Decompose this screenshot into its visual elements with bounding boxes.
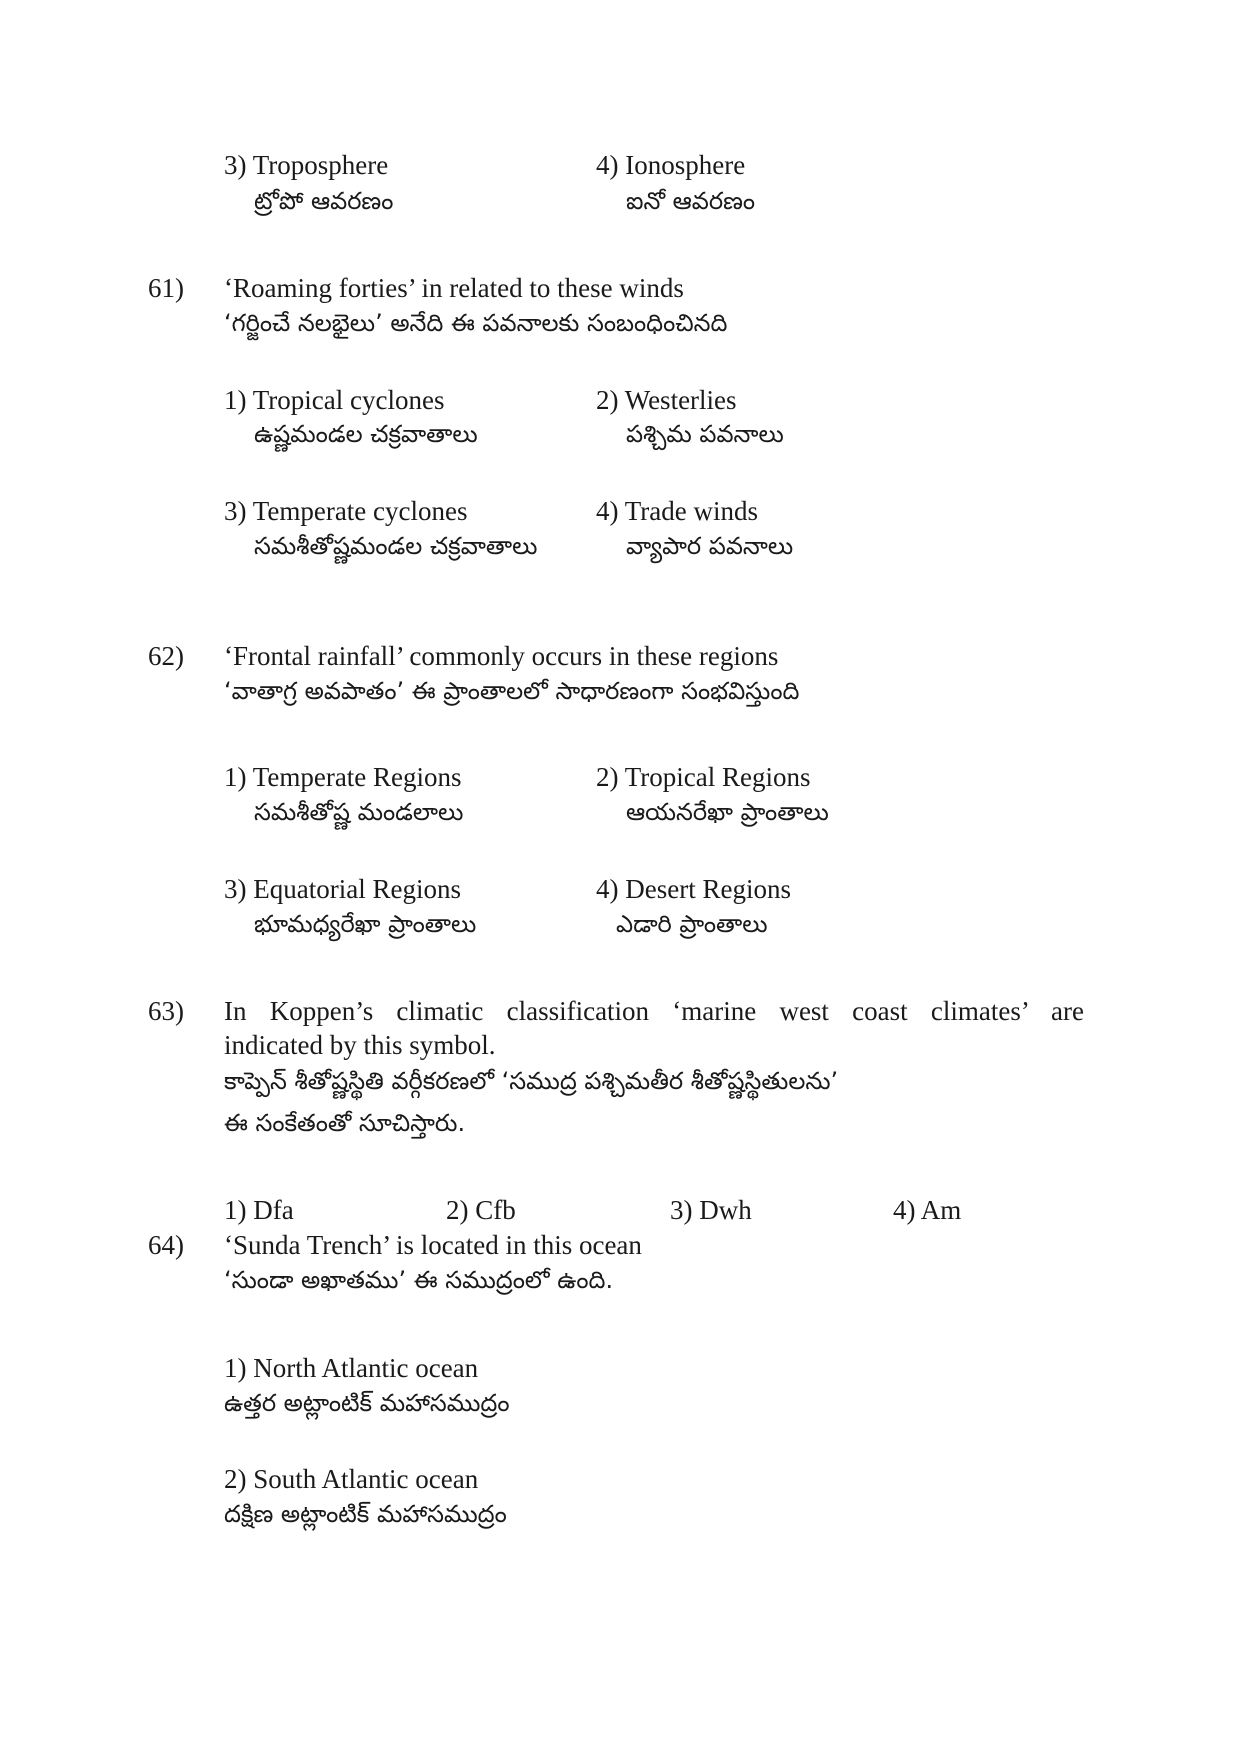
q64-question-te: ‘సుండా అఖాతము’ ఈ సముద్రంలో ఉంది. [224, 1266, 614, 1294]
q60-option-4-te: ఐనో ఆవరణం [626, 187, 756, 215]
q64-option-1-en: 1) North Atlantic ocean [224, 1353, 479, 1383]
q63-question-en-line2: indicated by this symbol. [224, 1030, 496, 1060]
q62-number: 62) [148, 641, 184, 671]
q61-option-1-en: 1) Tropical cyclones [224, 385, 445, 415]
q64-option-2-te: దక్షిణ అట్లాంటిక్ మహాసముద్రం [224, 1500, 507, 1528]
q63-option-3: 3) Dwh [670, 1195, 752, 1225]
q64-option-1-te: ఉత్తర అట్లాంటిక్ మహాసముద్రం [224, 1389, 510, 1417]
q61-option-1-te: ఉష్ణమండల చక్రవాతాలు [254, 420, 478, 448]
q61-option-2-en: 2) Westerlies [596, 385, 737, 415]
q60-option-3-en: 3) Troposphere [224, 150, 389, 180]
q63-question-te-line1: కాప్పెన్ శీతోష్ణస్థితి వర్గీకరణలో ‘సముద్ర పశ్చిమతీర శీతోష్ణస్థితులను’ [224, 1067, 839, 1095]
q63-option-1: 1) Dfa [224, 1195, 294, 1225]
q60-option-4-en: 4) Ionosphere [596, 150, 746, 180]
q61-option-2-te: పశ్చిమ పవనాలు [626, 420, 784, 448]
q63-option-2: 2) Cfb [446, 1195, 516, 1225]
q62-option-4-en: 4) Desert Regions [596, 874, 791, 904]
q62-option-3-te: భూమధ్యరేఖా ప్రాంతాలు [254, 910, 477, 938]
q62-question-en: ‘Frontal rainfall’ commonly occurs in these regions [224, 641, 779, 671]
q62-option-1-en: 1) Temperate Regions [224, 762, 462, 792]
q61-question-te: ‘గర్జించే నలభైలు’ అనేది ఈ పవనాలకు సంబంధించినది [224, 309, 728, 337]
q64-number: 64) [148, 1230, 184, 1260]
q61-option-3-te: సమశీతోష్ణమండల చక్రవాతాలు [254, 532, 538, 560]
q60-option-3-te: ట్రోపో ఆవరణం [254, 187, 394, 215]
q64-question-en: ‘Sunda Trench’ is located in this ocean [224, 1230, 642, 1260]
q61-option-4-te: వ్యాపార పవనాలు [626, 532, 794, 560]
q62-option-1-te: సమశీతోష్ణ మండలాలు [254, 798, 464, 826]
q61-question-en: ‘Roaming forties’ in related to these winds [224, 273, 684, 303]
q62-option-2-en: 2) Tropical Regions [596, 762, 811, 792]
q63-number: 63) [148, 996, 184, 1026]
q62-option-4-te: ఎడారి ప్రాంతాలు [616, 910, 768, 938]
q63-question-te-line2: ఈ సంకేతంతో సూచిస్తారు. [224, 1109, 466, 1137]
q61-number: 61) [148, 273, 184, 303]
q63-option-4: 4) Am [893, 1195, 962, 1225]
q61-option-4-en: 4) Trade winds [596, 496, 759, 526]
q62-question-te: ‘వాతాగ్ర అవపాతం’ ఈ ప్రాంతాలలో సాధారణంగా సంభవిస్తుంది [224, 677, 800, 705]
q61-option-3-en: 3) Temperate cyclones [224, 496, 468, 526]
q63-question-en-line1: In Koppen’s climatic classification ‘marine west coast climates’ are [224, 996, 1084, 1026]
q64-option-2-en: 2) South Atlantic ocean [224, 1464, 479, 1494]
q62-option-3-en: 3) Equatorial Regions [224, 874, 461, 904]
q62-option-2-te: ఆయనరేఖా ప్రాంతాలు [626, 798, 829, 826]
